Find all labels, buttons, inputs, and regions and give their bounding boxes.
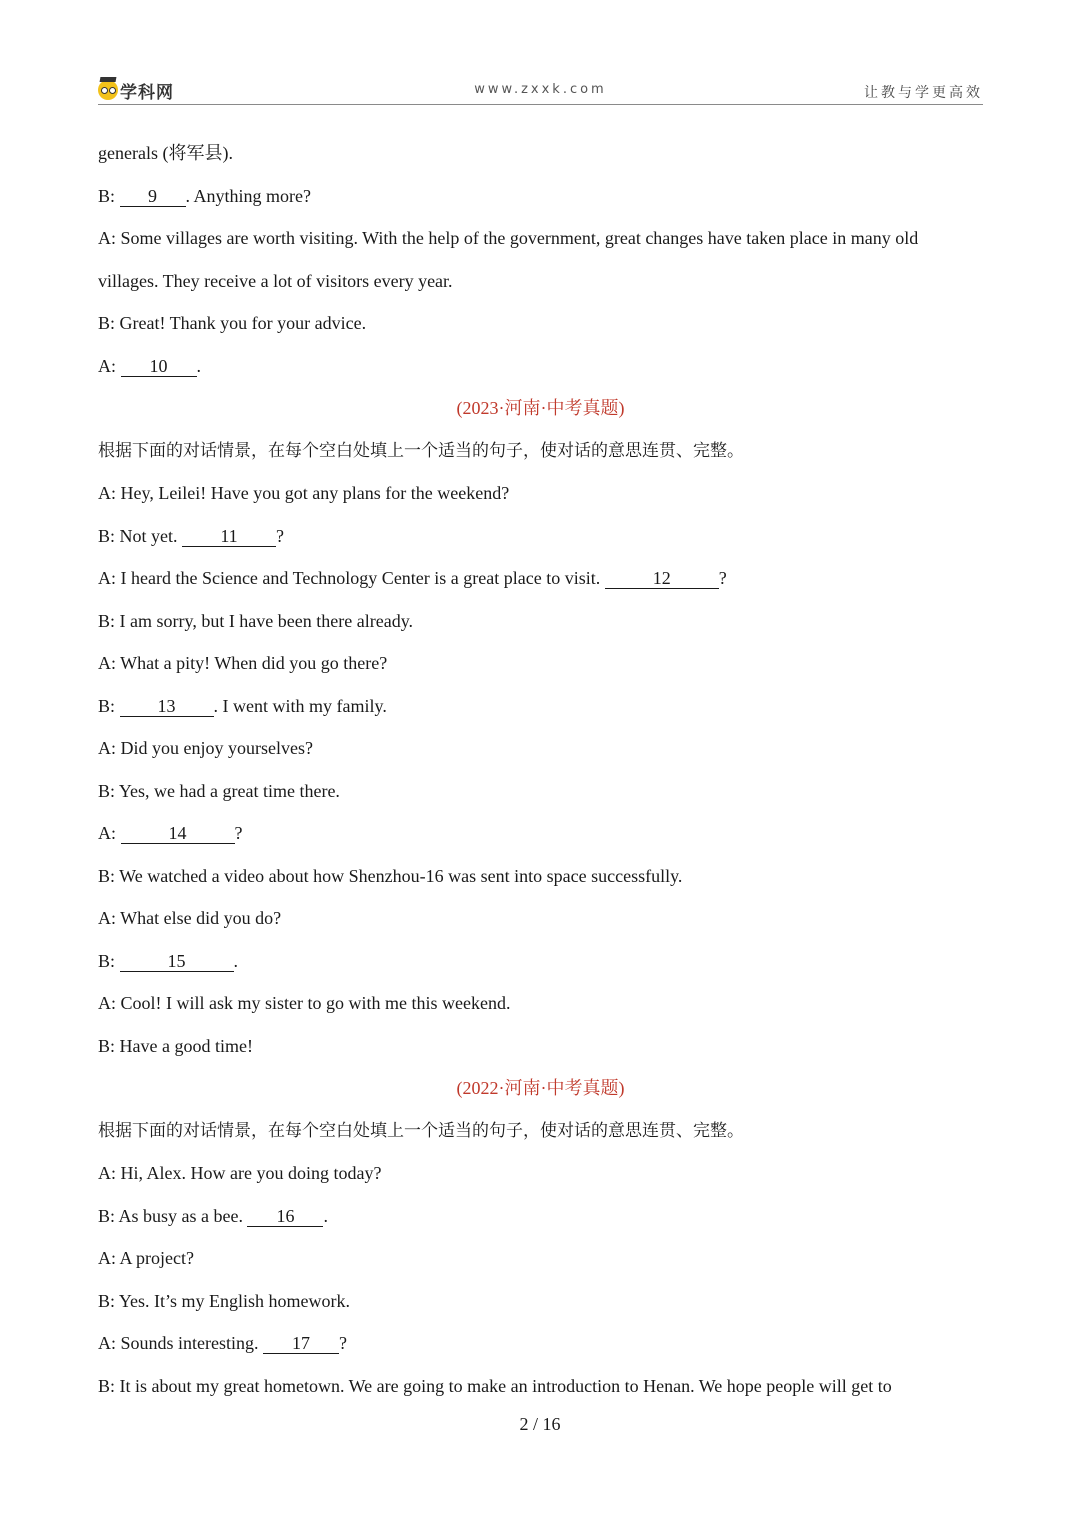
line-suffix: ? xyxy=(276,525,284,546)
answer-blank: 14 xyxy=(121,823,235,844)
text-line: B: Have a good time! xyxy=(98,1035,253,1056)
text-line: A: What a pity! When did you go there? xyxy=(98,653,388,673)
site-url[interactable]: www.zxxk.com xyxy=(474,82,607,97)
text-line: A: Hi, Alex. How are you doing today? xyxy=(98,1163,382,1183)
text-line: B: Yes, we had a great time there. xyxy=(98,780,340,801)
answer-blank: 10 xyxy=(121,356,197,377)
answer-blank: 12 xyxy=(605,568,719,589)
dialog-line-blank-10 xyxy=(98,346,983,389)
line-prefix: B: xyxy=(98,950,120,971)
instruction-text: 根据下面的对话情景，在每个空白处填上一个适当的句子，使对话的意思连贯、完整。 xyxy=(98,1120,744,1141)
text-line: B: We watched a video about how Shenzhou-16 was sent into space successfully. xyxy=(98,865,683,886)
dialog-line-blank-14 xyxy=(98,813,983,856)
answer-blank: 16 xyxy=(247,1206,323,1227)
text-line: B: I am sorry, but I have been there already. xyxy=(98,610,414,631)
section-source-2022: (2022·河南·中考真题) xyxy=(456,1078,625,1098)
line-prefix: A: Sounds interesting. xyxy=(98,1333,263,1353)
text-line: B: Great! Thank you for your advice. xyxy=(98,313,367,333)
text-line: A: Cool! I will ask my sister to go with me this weekend. xyxy=(98,993,511,1013)
dialog-line-blank-17 xyxy=(98,1323,983,1366)
line-prefix: A: xyxy=(98,355,121,376)
section-source-2023: (2023·河南·中考真题) xyxy=(456,398,625,418)
dialog-line-blank-11 xyxy=(98,516,983,559)
line-suffix: . Anything more? xyxy=(185,185,311,206)
line-suffix: . xyxy=(196,355,201,376)
line-prefix: B: Not yet. xyxy=(98,525,182,546)
answer-blank: 17 xyxy=(263,1333,339,1354)
line-prefix: B: xyxy=(98,695,120,716)
line-suffix: ? xyxy=(234,823,243,843)
instruction-text: 根据下面的对话情景，在每个空白处填上一个适当的句子，使对话的意思连贯、完整。 xyxy=(98,440,744,461)
text-line: A: What else did you do? xyxy=(98,908,282,928)
line-prefix: A: xyxy=(98,823,121,843)
line-prefix: B: xyxy=(98,185,120,206)
text-line: A: Some villages are worth visiting. With the help of the government, great changes have taken place in many old xyxy=(98,228,919,248)
header-slogan: 让教与学更高效 xyxy=(864,85,983,101)
text-line: A: Hey, Leilei! Have you got any plans for the weekend? xyxy=(98,483,510,503)
page-number: 2 / 16 xyxy=(519,1414,561,1434)
line-suffix: . xyxy=(323,1205,328,1226)
dialog-line-blank-9 xyxy=(98,176,983,219)
logo-text: 学科网 xyxy=(120,82,174,103)
answer-blank: 11 xyxy=(182,526,276,547)
line-prefix: B: As busy as a bee. xyxy=(98,1205,248,1226)
text-line: A: A project? xyxy=(98,1248,194,1268)
line-suffix: ? xyxy=(718,568,727,588)
line-suffix: . I went with my family. xyxy=(213,695,387,716)
page-header xyxy=(98,74,983,105)
dialog-line-blank-15 xyxy=(98,941,983,984)
text-line: generals (将军县). xyxy=(98,143,233,163)
text-line: B: It is about my great hometown. We are going to make an introduction to Henan. We hope people will get to xyxy=(98,1375,892,1396)
line-suffix: ? xyxy=(339,1333,347,1353)
dialog-line-blank-13 xyxy=(98,686,983,729)
document-body xyxy=(98,133,983,1408)
answer-blank: 15 xyxy=(120,951,234,972)
dialog-line-blank-12 xyxy=(98,558,983,601)
text-line: villages. They receive a lot of visitors every year. xyxy=(98,270,453,291)
line-prefix: A: I heard the Science and Technology Center is a great place to visit. xyxy=(98,568,605,588)
text-line: A: Did you enjoy yourselves? xyxy=(98,738,313,758)
line-suffix: . xyxy=(233,950,239,971)
text-line: B: Yes. It’s my English homework. xyxy=(98,1290,351,1311)
answer-blank: 13 xyxy=(120,696,214,717)
answer-blank: 9 xyxy=(120,186,186,207)
dialog-line-blank-16 xyxy=(98,1196,983,1239)
